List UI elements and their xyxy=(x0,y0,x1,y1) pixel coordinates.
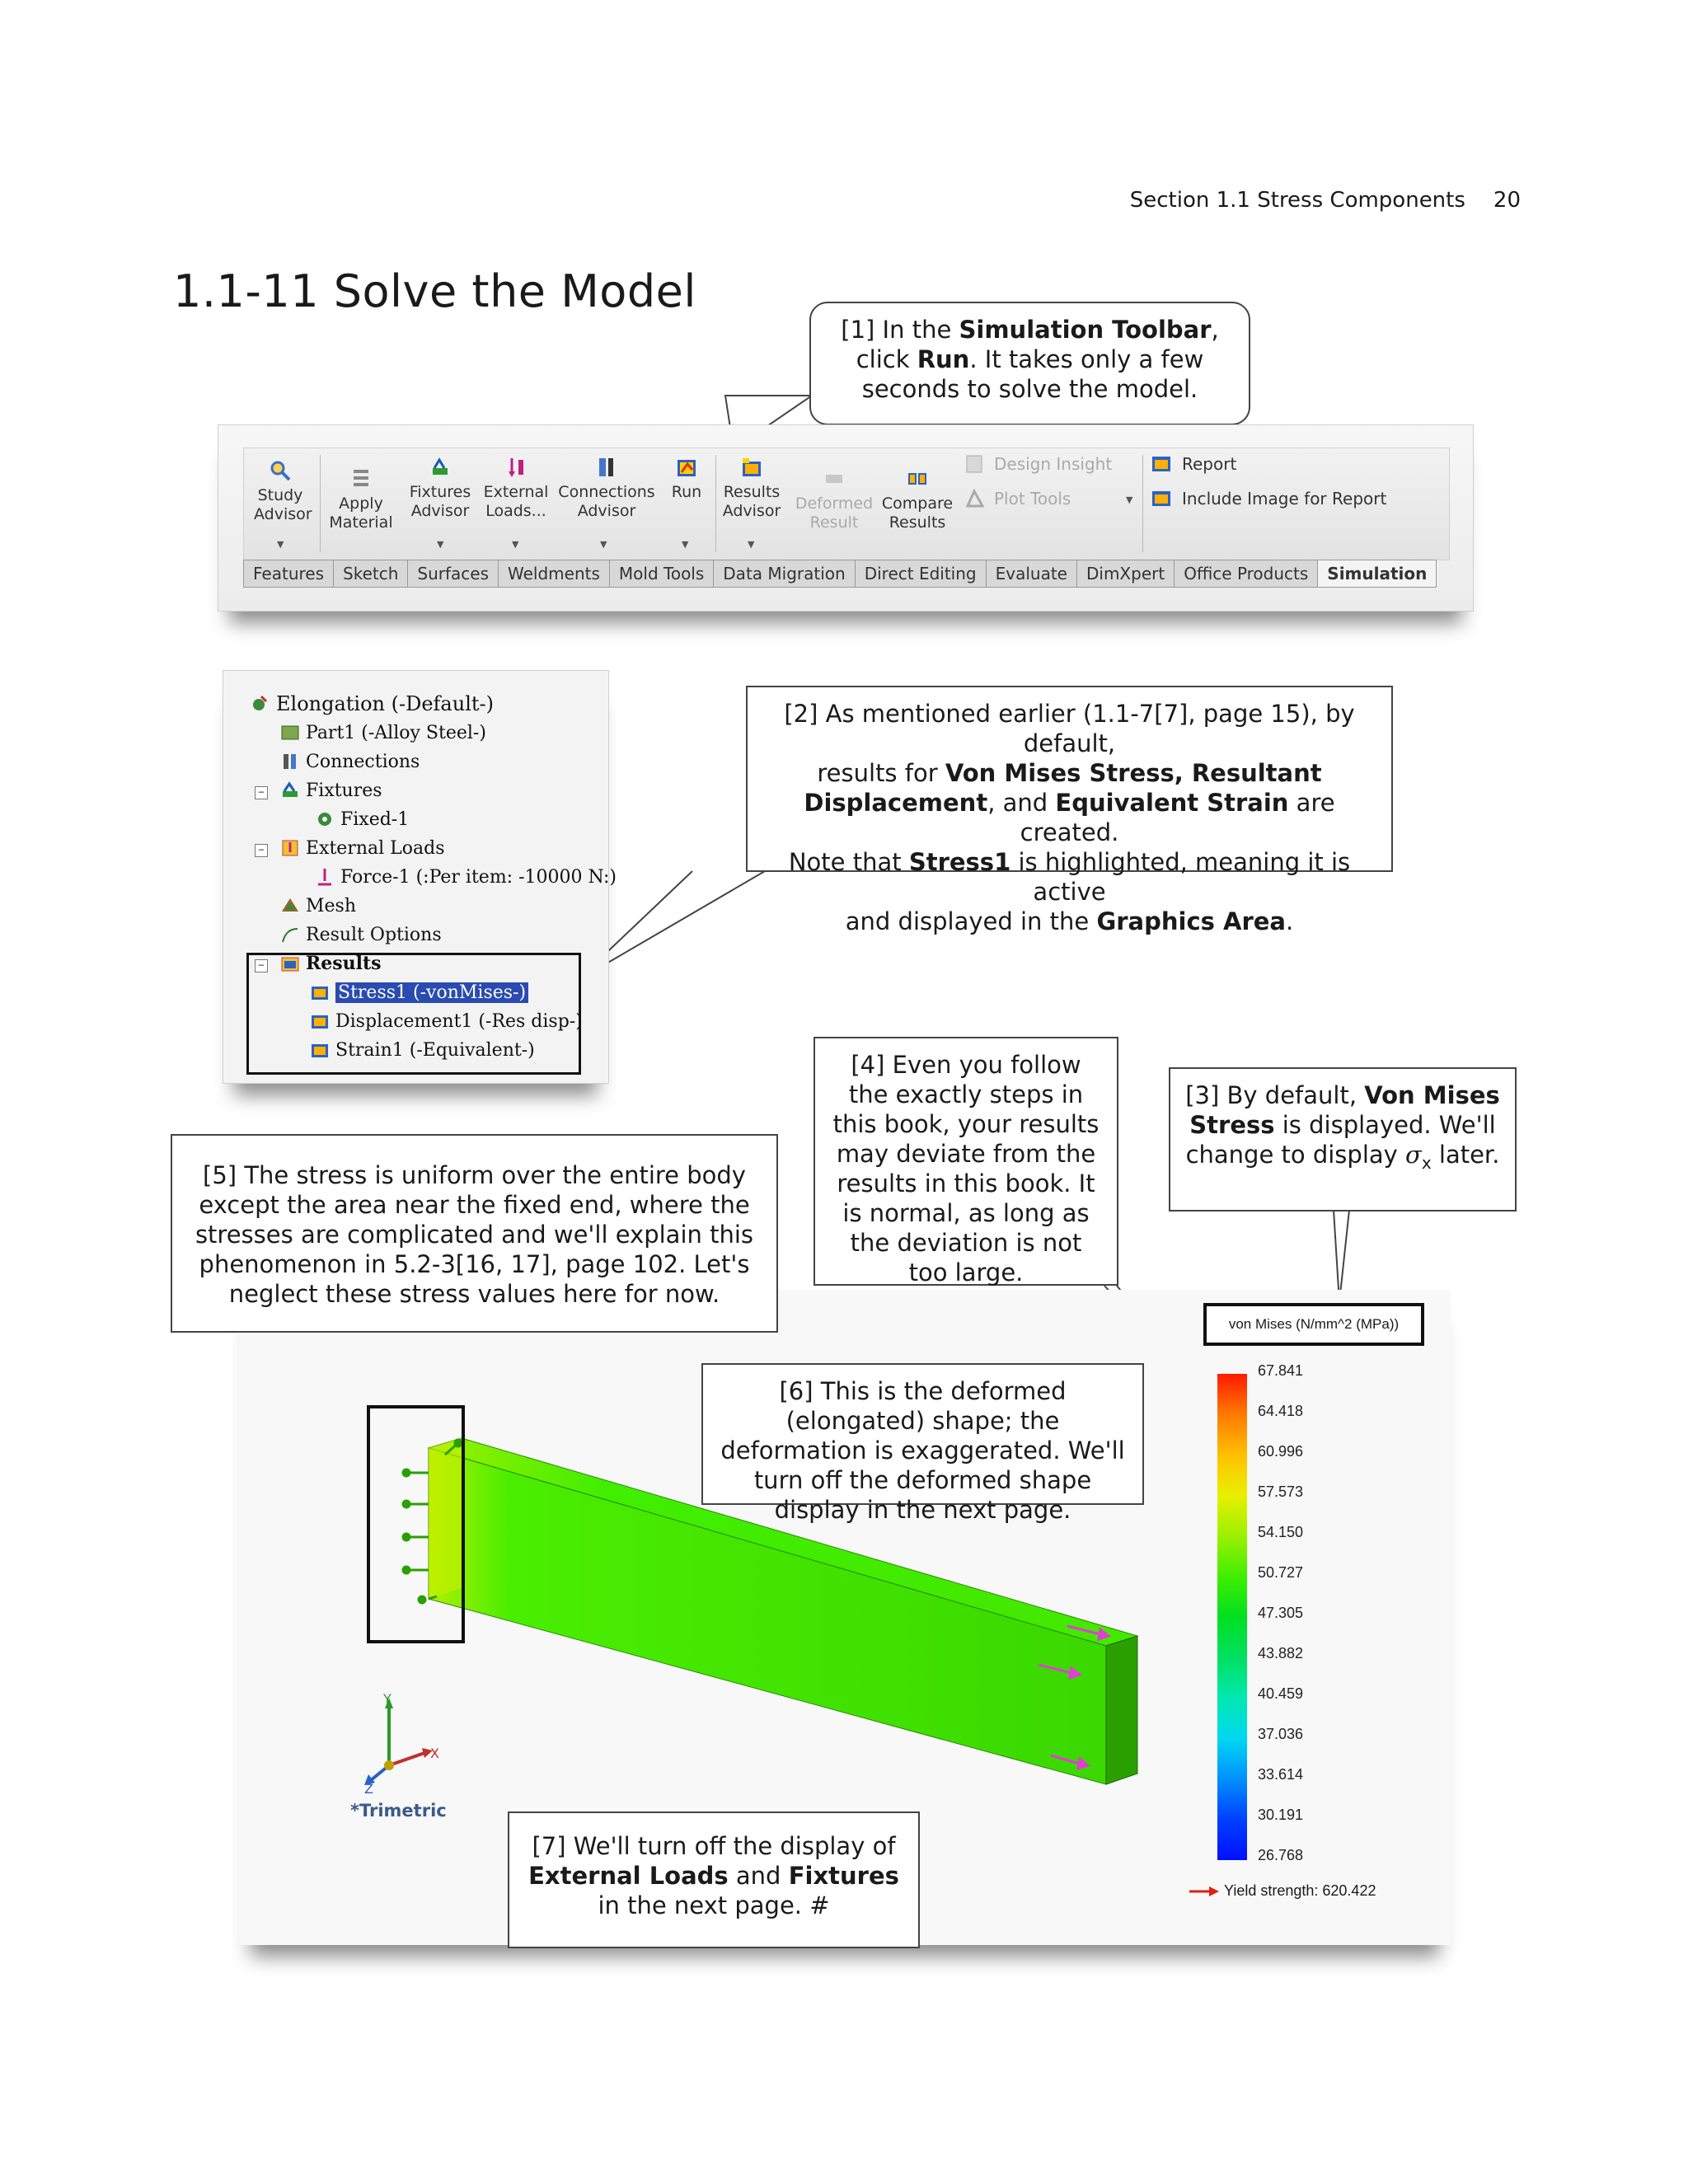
study-icon xyxy=(250,693,271,715)
chevron-down-icon[interactable]: ▼ xyxy=(277,539,284,550)
external-loads-icon xyxy=(279,837,301,859)
callout-2-bold: Displacement xyxy=(804,789,988,817)
tree-root-label: Elongation (-Default-) xyxy=(276,692,494,715)
apply-material-button[interactable] xyxy=(328,466,394,532)
callout-1-bold-toolbar: Simulation Toolbar xyxy=(959,316,1212,344)
tree-label: Strain1 (-Equivalent-) xyxy=(335,1039,535,1061)
plot-tools-button[interactable] xyxy=(964,488,1071,509)
callout-6 xyxy=(701,1363,1144,1524)
tab-mold-tools[interactable]: Mold Tools xyxy=(609,560,713,588)
report-label: Report xyxy=(1182,454,1237,474)
tab-evaluate[interactable]: Evaluate xyxy=(986,560,1076,588)
legend-tick-label: 43.882 xyxy=(1258,1645,1304,1661)
simulation-toolbar-screenshot xyxy=(218,424,1474,612)
deformed-icon xyxy=(822,466,846,491)
toolbar-separator xyxy=(715,455,716,552)
button-label: Advisor xyxy=(577,502,636,520)
toolbar-separator xyxy=(1142,455,1143,552)
fixed-geometry-icon xyxy=(314,808,335,830)
tab-surfaces[interactable]: Surfaces xyxy=(407,560,498,588)
callout-7-bold: External Loads xyxy=(528,1862,729,1890)
callout-3-text: later. xyxy=(1431,1141,1500,1169)
callout-2-text: are created. xyxy=(1020,789,1335,846)
callout-3-text: [3] By default, xyxy=(1185,1081,1365,1109)
material-icon xyxy=(349,466,373,491)
fixed-end-region xyxy=(429,1438,462,1599)
callout-1 xyxy=(809,302,1250,425)
tree-label: Fixtures xyxy=(306,780,382,801)
tree-label: Fixed-1 xyxy=(340,808,410,830)
include-image-label: Include Image for Report xyxy=(1182,489,1387,509)
fixture-icon xyxy=(428,455,452,480)
callout-7-bold: Fixtures xyxy=(788,1862,899,1890)
callout-2-text: Note that xyxy=(788,848,909,876)
toolbar-ribbon xyxy=(243,448,1450,560)
chevron-down-icon[interactable]: ▼ xyxy=(600,539,607,550)
legend-tick-label: 26.768 xyxy=(1258,1847,1304,1863)
legend-title: von Mises (N/mm^2 (MPa)) xyxy=(1203,1303,1424,1346)
legend-tick-label: 47.305 xyxy=(1258,1605,1304,1621)
simulation-study-tree xyxy=(223,670,617,1084)
button-label: Run xyxy=(671,483,702,501)
callout-1-text: , xyxy=(1211,316,1219,344)
callout-2-text: and displayed in the xyxy=(845,907,1097,935)
force-icon xyxy=(314,866,335,888)
callout-7-text: in the next page. # xyxy=(598,1891,830,1919)
tree-label: Results xyxy=(306,953,382,974)
legend-tick-label: 33.614 xyxy=(1258,1766,1304,1783)
deformed-result-button[interactable] xyxy=(793,466,875,532)
chevron-down-icon[interactable]: ▼ xyxy=(512,539,519,550)
legend-tick-label: 30.191 xyxy=(1258,1807,1304,1823)
button-label: Results xyxy=(723,483,781,501)
plot-tools-icon xyxy=(964,488,986,509)
fixture-icon xyxy=(279,780,301,801)
yield-strength xyxy=(1189,1882,1376,1900)
legend-tick-label: 60.996 xyxy=(1258,1443,1304,1460)
section-title: 1.1-11 Solve the Model xyxy=(173,265,696,317)
tree-label: Displacement1 (-Res disp-) xyxy=(335,1010,583,1032)
tab-sketch[interactable]: Sketch xyxy=(333,560,407,588)
callout-3-text: is displayed. We'll xyxy=(1274,1111,1496,1139)
results-highlight-box xyxy=(246,953,581,1075)
chevron-down-icon[interactable]: ▼ xyxy=(437,539,444,550)
run-icon xyxy=(674,455,699,480)
yield-strength-label: Yield strength: 620.422 xyxy=(1224,1882,1376,1899)
callout-2-text: results for xyxy=(817,759,945,787)
tree-label-selected: Stress1 (-vonMises-) xyxy=(335,982,528,1003)
callout-6-text: [6] This is the deformed (elongated) shape; the deformation is exaggerated. We'll turn off the deformed shape display in the next page. xyxy=(720,1377,1125,1524)
tree-label: Part1 (-Alloy Steel-) xyxy=(306,722,486,743)
tree-item-part[interactable] xyxy=(279,722,486,743)
sigma-subscript: x xyxy=(1421,1152,1432,1173)
study-advisor-button[interactable] xyxy=(254,458,312,524)
callout-7-text: [7] We'll turn off the display of xyxy=(532,1832,896,1860)
design-insight-button[interactable] xyxy=(964,453,1112,475)
tree-label: Connections xyxy=(306,751,420,772)
fixtures-advisor-button[interactable] xyxy=(407,455,473,521)
design-insight-icon xyxy=(964,453,986,475)
results-advisor-button[interactable] xyxy=(720,455,783,521)
tree-item-connections[interactable] xyxy=(279,751,420,772)
callout-4 xyxy=(814,1037,1118,1286)
legend-tick-label: 37.036 xyxy=(1258,1726,1304,1742)
button-label: External xyxy=(483,483,549,501)
results-icon xyxy=(739,455,764,480)
button-label: Advisor xyxy=(254,505,312,523)
legend-tick-label: 54.150 xyxy=(1258,1524,1304,1540)
command-manager-tabs xyxy=(243,560,1437,588)
button-label: Compare xyxy=(881,494,954,513)
button-label: Results xyxy=(889,513,946,532)
chevron-down-icon[interactable]: ▼ xyxy=(682,539,689,550)
section-name: Section 1.1 Stress Components xyxy=(1129,188,1465,213)
plot-tools-label: Plot Tools xyxy=(994,489,1071,509)
tab-simulation[interactable]: Simulation xyxy=(1317,560,1437,588)
callout-7-text: and xyxy=(728,1862,789,1890)
tab-data-migration[interactable]: Data Migration xyxy=(713,560,854,588)
legend-tick-label: 40.459 xyxy=(1258,1685,1304,1702)
result-options-icon xyxy=(279,924,301,945)
callout-1-text: click xyxy=(856,345,917,373)
legend-tick-label: 57.573 xyxy=(1258,1483,1304,1500)
tree-label: Result Options xyxy=(306,924,442,945)
chevron-down-icon[interactable]: ▼ xyxy=(748,539,755,550)
callout-2-bold: Equivalent Strain xyxy=(1055,789,1289,817)
magnifier-icon xyxy=(268,458,293,483)
callout-1-text: seconds to solve the model. xyxy=(861,375,1198,403)
button-label: Study xyxy=(257,486,303,504)
button-label: Material xyxy=(329,513,393,532)
triad-x-label: X xyxy=(430,1746,439,1761)
beam-end-face xyxy=(1106,1636,1137,1784)
plot-tools-dropdown-icon[interactable]: ▼ xyxy=(1126,494,1133,505)
callout-2-bold: Von Mises Stress, Resultant xyxy=(945,759,1322,787)
tree-item-fixtures[interactable] xyxy=(279,780,382,801)
callout-7 xyxy=(508,1811,920,1948)
legend-colorbar xyxy=(1217,1374,1247,1860)
compare-results-button[interactable] xyxy=(880,466,954,532)
button-label: Deformed xyxy=(795,494,874,513)
design-insight-label: Design Insight xyxy=(994,454,1113,474)
coordinate-triad xyxy=(364,1698,433,1785)
callout-2-bold: Stress1 xyxy=(908,848,1011,876)
compare-icon xyxy=(905,466,930,491)
callout-3 xyxy=(1169,1067,1517,1212)
collapse-icon[interactable]: − xyxy=(255,844,268,857)
tree-label: External Loads xyxy=(306,837,445,859)
callout-3-text: change to display xyxy=(1185,1141,1406,1169)
tree-label: Mesh xyxy=(306,895,357,916)
callout-1-text: [1] In the xyxy=(841,316,959,344)
triad-y-label: Y xyxy=(383,1691,392,1707)
load-icon xyxy=(504,455,528,480)
callout-1-text: . It takes only a few xyxy=(969,345,1204,373)
button-label: Fixtures xyxy=(409,483,471,501)
tab-direct-editing[interactable]: Direct Editing xyxy=(855,560,986,588)
legend-tick-label: 50.727 xyxy=(1258,1564,1304,1581)
include-image-icon xyxy=(1151,488,1174,509)
page-number: 20 xyxy=(1493,188,1521,213)
callout-2-text: [2] As mentioned earlier (1.1-7[7], page 15), by default, xyxy=(784,700,1355,757)
mesh-icon xyxy=(279,895,301,916)
collapse-icon[interactable]: − xyxy=(255,959,268,972)
sigma-symbol: σ xyxy=(1405,1141,1422,1169)
toolbar-separator xyxy=(320,455,321,552)
callout-2-text: is highlighted, meaning it is active xyxy=(1010,848,1351,906)
legend-tick-label: 64.418 xyxy=(1258,1403,1304,1419)
connection-icon xyxy=(279,751,301,772)
run-button[interactable] xyxy=(664,455,709,502)
tree-label: Force-1 (:Per item: -10000 N:) xyxy=(340,866,617,888)
button-label: Loads... xyxy=(485,502,546,520)
tree-root[interactable] xyxy=(250,692,494,715)
arrow-right-icon xyxy=(1189,1886,1219,1897)
callout-2-bold: Graphics Area xyxy=(1096,907,1287,935)
callout-5-text: [5] The stress is uniform over the entire body except the area near the fixed end, where the stresses are complicated and we'll explain this phenomenon in 5.2-3[16, 17], page 102. Let's neglect these stress values here for now. xyxy=(195,1161,754,1308)
tree-item-result-options[interactable] xyxy=(279,924,442,945)
callout-2 xyxy=(746,686,1393,935)
tree-item-mesh[interactable] xyxy=(279,895,356,916)
tree-item-fixed[interactable] xyxy=(314,808,409,830)
tab-weldments[interactable]: Weldments xyxy=(498,560,609,588)
tab-dimxpert[interactable]: DimXpert xyxy=(1076,560,1174,588)
callout-3-bold: Von Mises xyxy=(1364,1081,1500,1109)
connection-icon xyxy=(594,455,619,480)
callout-5 xyxy=(171,1134,778,1333)
button-label: Advisor xyxy=(410,502,470,520)
callout-1-bold-run: Run xyxy=(917,345,970,373)
button-label: Apply xyxy=(339,494,383,513)
collapse-icon[interactable]: − xyxy=(255,786,268,799)
button-label: Result xyxy=(809,513,859,532)
button-label: Advisor xyxy=(722,502,781,520)
callout-3-bold: Stress xyxy=(1189,1111,1275,1139)
legend-tick-label: 67.841 xyxy=(1258,1362,1304,1379)
tree-item-external-loads[interactable] xyxy=(279,837,445,859)
callout-2-text: . xyxy=(1286,907,1294,935)
callout-3-pointer xyxy=(1334,1210,1349,1302)
view-orientation-label: *Trimetric xyxy=(350,1801,447,1821)
triad-z-label: Z xyxy=(364,1781,373,1797)
connections-advisor-button[interactable] xyxy=(557,455,656,521)
tree-item-force[interactable] xyxy=(314,866,617,888)
external-loads-button[interactable] xyxy=(483,455,549,521)
callout-2-text: , and xyxy=(987,789,1056,817)
tab-features[interactable]: Features xyxy=(243,560,333,588)
include-image-button[interactable] xyxy=(1151,488,1386,509)
callout-4-text: [4] Even you follow the exactly steps in this book, your results may deviate from the results in this book. It is normal, as long as the deviation is not too large. xyxy=(832,1051,1100,1286)
part-icon xyxy=(279,722,301,743)
report-icon xyxy=(1151,453,1174,475)
report-button[interactable] xyxy=(1151,453,1236,475)
tab-office-products[interactable]: Office Products xyxy=(1174,560,1317,588)
button-label: Connections xyxy=(558,483,655,501)
